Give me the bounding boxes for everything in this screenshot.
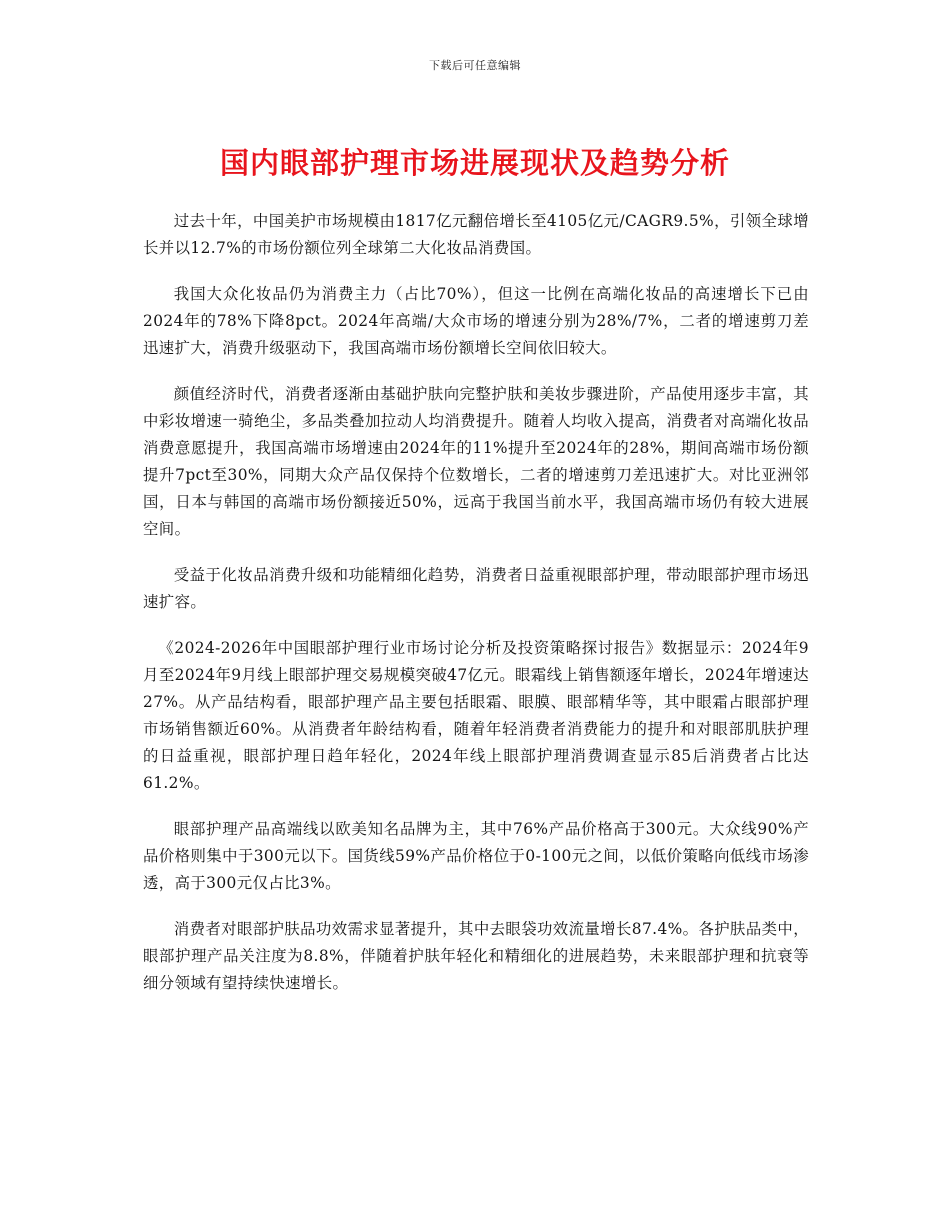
- paragraph-1: 过去十年，中国美护市场规模由1817亿元翻倍增长至4105亿元/CAGR9.5%，引领全球增长并以12.7%的市场份额位列全球第二大化妆品消费国。: [143, 212, 809, 257]
- header-note: 下载后可任意编辑: [429, 59, 521, 72]
- document-title: 国内眼部护理市场进展现状及趋势分析: [219, 146, 730, 180]
- paragraph-2: 我国大众化妆品仍为消费主力（占比70%），但这一比例在高端化妆品的高速增长下已由2024年的78%下降8pct。2024年高端/大众市场的增速分别为28%/7%，二者的增速剪刀差迅速扩大，消费升级驱动下，我国高端市场份额增长空间依旧较大。: [143, 285, 809, 357]
- paragraph-3: 颜值经济时代，消费者逐渐由基础护肤向完整护肤和美妆步骤进阶，产品使用逐步丰富，其中彩妆增速一骑绝尘，多品类叠加拉动人均消费提升。随着人均收入提高，消费者对高端化妆品消费意愿提升，我国高端市场增速由2024年的11%提升至2024年的28%，期间高端市场份额提升7pct至30%，同期大众产品仅保持个位数增长，二者的增速剪刀差迅速扩大。对比亚洲邻国，日本与韩国的高端市场份额接近50%，远高于我国当前水平，我国高端市场仍有较大进展空间。: [143, 385, 809, 538]
- document-body: [143, 208, 809, 1016]
- paragraph-7: 消费者对眼部护肤品功效需求显著提升，其中去眼袋功效流量增长87.4%。各护肤品类中，眼部护理产品关注度为8.8%，伴随着护肤年轻化和精细化的进展趋势，未来眼部护理和抗衰等细分领域有望持续快速增长。: [143, 920, 809, 992]
- paragraph-5: 《2024-2026年中国眼部护理行业市场讨论分析及投资策略探讨报告》数据显示：2024年9月至2024年9月线上眼部护理交易规模突破47亿元。眼霜线上销售额逐年增长，2024年增速达27%。从产品结构看，眼部护理产品主要包括眼霜、眼膜、眼部精华等，其中眼霜占眼部护理市场销售额近60%。从消费者年龄结构看，随着年轻消费者消费能力的提升和对眼部肌肤护理的日益重视，眼部护理日趋年轻化，2024年线上眼部护理消费调查显示85后消费者占比达61.2%。: [143, 639, 809, 792]
- paragraph-4: 受益于化妆品消费升级和功能精细化趋势，消费者日益重视眼部护理，带动眼部护理市场迅速扩容。: [143, 566, 809, 611]
- paragraph-6: 眼部护理产品高端线以欧美知名品牌为主，其中76%产品价格高于300元。大众线90%产品价格则集中于300元以下。国货线59%产品价格位于0-100元之间，以低价策略向低线市场渗透，高于300元仅占比3%。: [143, 820, 809, 892]
